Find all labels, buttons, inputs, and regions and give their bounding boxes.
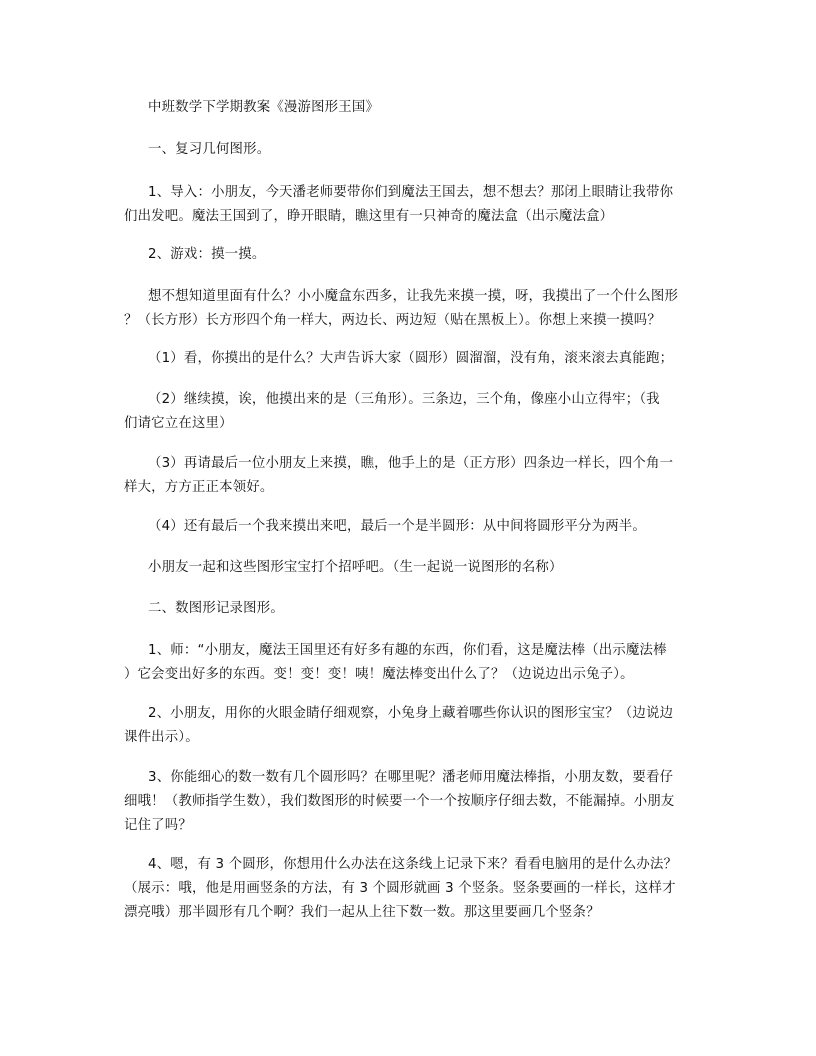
- text-line: 1、导入：小朋友，今天潘老师要带你们到魔法王国去，想不想去？那闭上眼睛让我带你: [148, 185, 674, 200]
- text-line: ）它会变出好多的东西。变！变！变！咦！魔法棒变出什么了？（边说边出示兔子）。: [124, 667, 634, 682]
- text-line: 记住了吗？: [124, 818, 192, 833]
- text-line: 课件出示）。: [124, 730, 199, 745]
- text-line: 3、你能细心的数一数有几个圆形吗？在哪里呢？潘老师用魔法棒指，小朋友数，要看仔: [148, 770, 674, 785]
- paragraph: [148, 515, 693, 539]
- text-line: 细哦！（教师指学生数），我们数图形的时候要一个一个按顺序仔细去数，不能漏掉。小朋友: [124, 794, 675, 809]
- text-line: 们请它立在这里）: [124, 416, 233, 431]
- text-line: 2、小朋友，用你的火眼金睛仔细观察，小兔身上藏着哪些你认识的图形宝宝？（边说边: [148, 706, 674, 721]
- text-line: （2）继续摸，诶，他摸出来的是（三角形）。三条边，三个角，像座小山立得牢；（我: [148, 392, 660, 407]
- text-line: （展示：哦，他是用画竖条的方法，有 3 个圆形就画 3 个竖条。竖条要画的一样长，这样才: [124, 881, 676, 896]
- text-line: 4、嗯，有 3 个圆形，你想用什么办法在这条线上记录下来？看看电脑用的是什么办法？: [148, 857, 678, 872]
- text-line: 想不想知道里面有什么？小小魔盒东西多，让我先来摸一摸，呀，我摸出了一个什么图形: [148, 289, 679, 304]
- paragraph: [148, 243, 693, 267]
- text-line: （3）再请最后一位小朋友上来摸，瞧，他手上的是（正方形）四条边一样长，四个角一: [148, 456, 674, 471]
- paragraph: [124, 285, 693, 333]
- text-line: 中班数学下学期教案《漫游图形王国》: [148, 100, 380, 115]
- text-line: 1、师：“小朋友，魔法王国里还有好多有趣的东西，你们看，这是魔法棒（出示魔法棒: [148, 643, 667, 658]
- text-line: ？（长方形）长方形四个角一样大，两边长、两边短（贴在黑板上）。你想上来摸一摸吗？: [124, 313, 661, 328]
- section-heading: [148, 597, 693, 621]
- paragraph: [124, 452, 693, 500]
- paragraph: [124, 639, 693, 687]
- section-heading: [148, 138, 693, 162]
- text-line: 2、游戏：摸一摸。: [148, 247, 266, 262]
- text-line: 小朋友一起和这些图形宝宝打个招呼吧。（生一起说一说图形的名称）: [148, 560, 563, 575]
- paragraph: [124, 702, 693, 750]
- text-line: 一、复习几何图形。: [148, 142, 271, 157]
- text-line: 样大，方方正正本领好。: [124, 480, 274, 495]
- paragraph: [148, 347, 693, 371]
- paragraph: [124, 181, 693, 229]
- paragraph: [124, 766, 693, 838]
- paragraph: [148, 556, 693, 580]
- paragraph: [124, 388, 693, 436]
- document-title: [148, 96, 693, 120]
- text-line: （1）看，你摸出的是什么？大声告诉大家（圆形）圆溜溜，没有角，滚来滚去真能跑；: [148, 351, 674, 366]
- text-line: 二、数图形记录图形。: [148, 601, 284, 616]
- text-line: 漂亮哦）那半圆形有几个啊？我们一起从上往下数一数。那这里要画几个竖条？: [124, 905, 600, 920]
- text-line: 们出发吧。魔法王国到了，睁开眼睛，瞧这里有一只神奇的魔法盒（出示魔法盒）: [124, 209, 614, 224]
- paragraph: [124, 853, 693, 925]
- text-line: （4）还有最后一个我来摸出来吧，最后一个是半圆形：从中间将圆形平分为两半。: [148, 519, 646, 534]
